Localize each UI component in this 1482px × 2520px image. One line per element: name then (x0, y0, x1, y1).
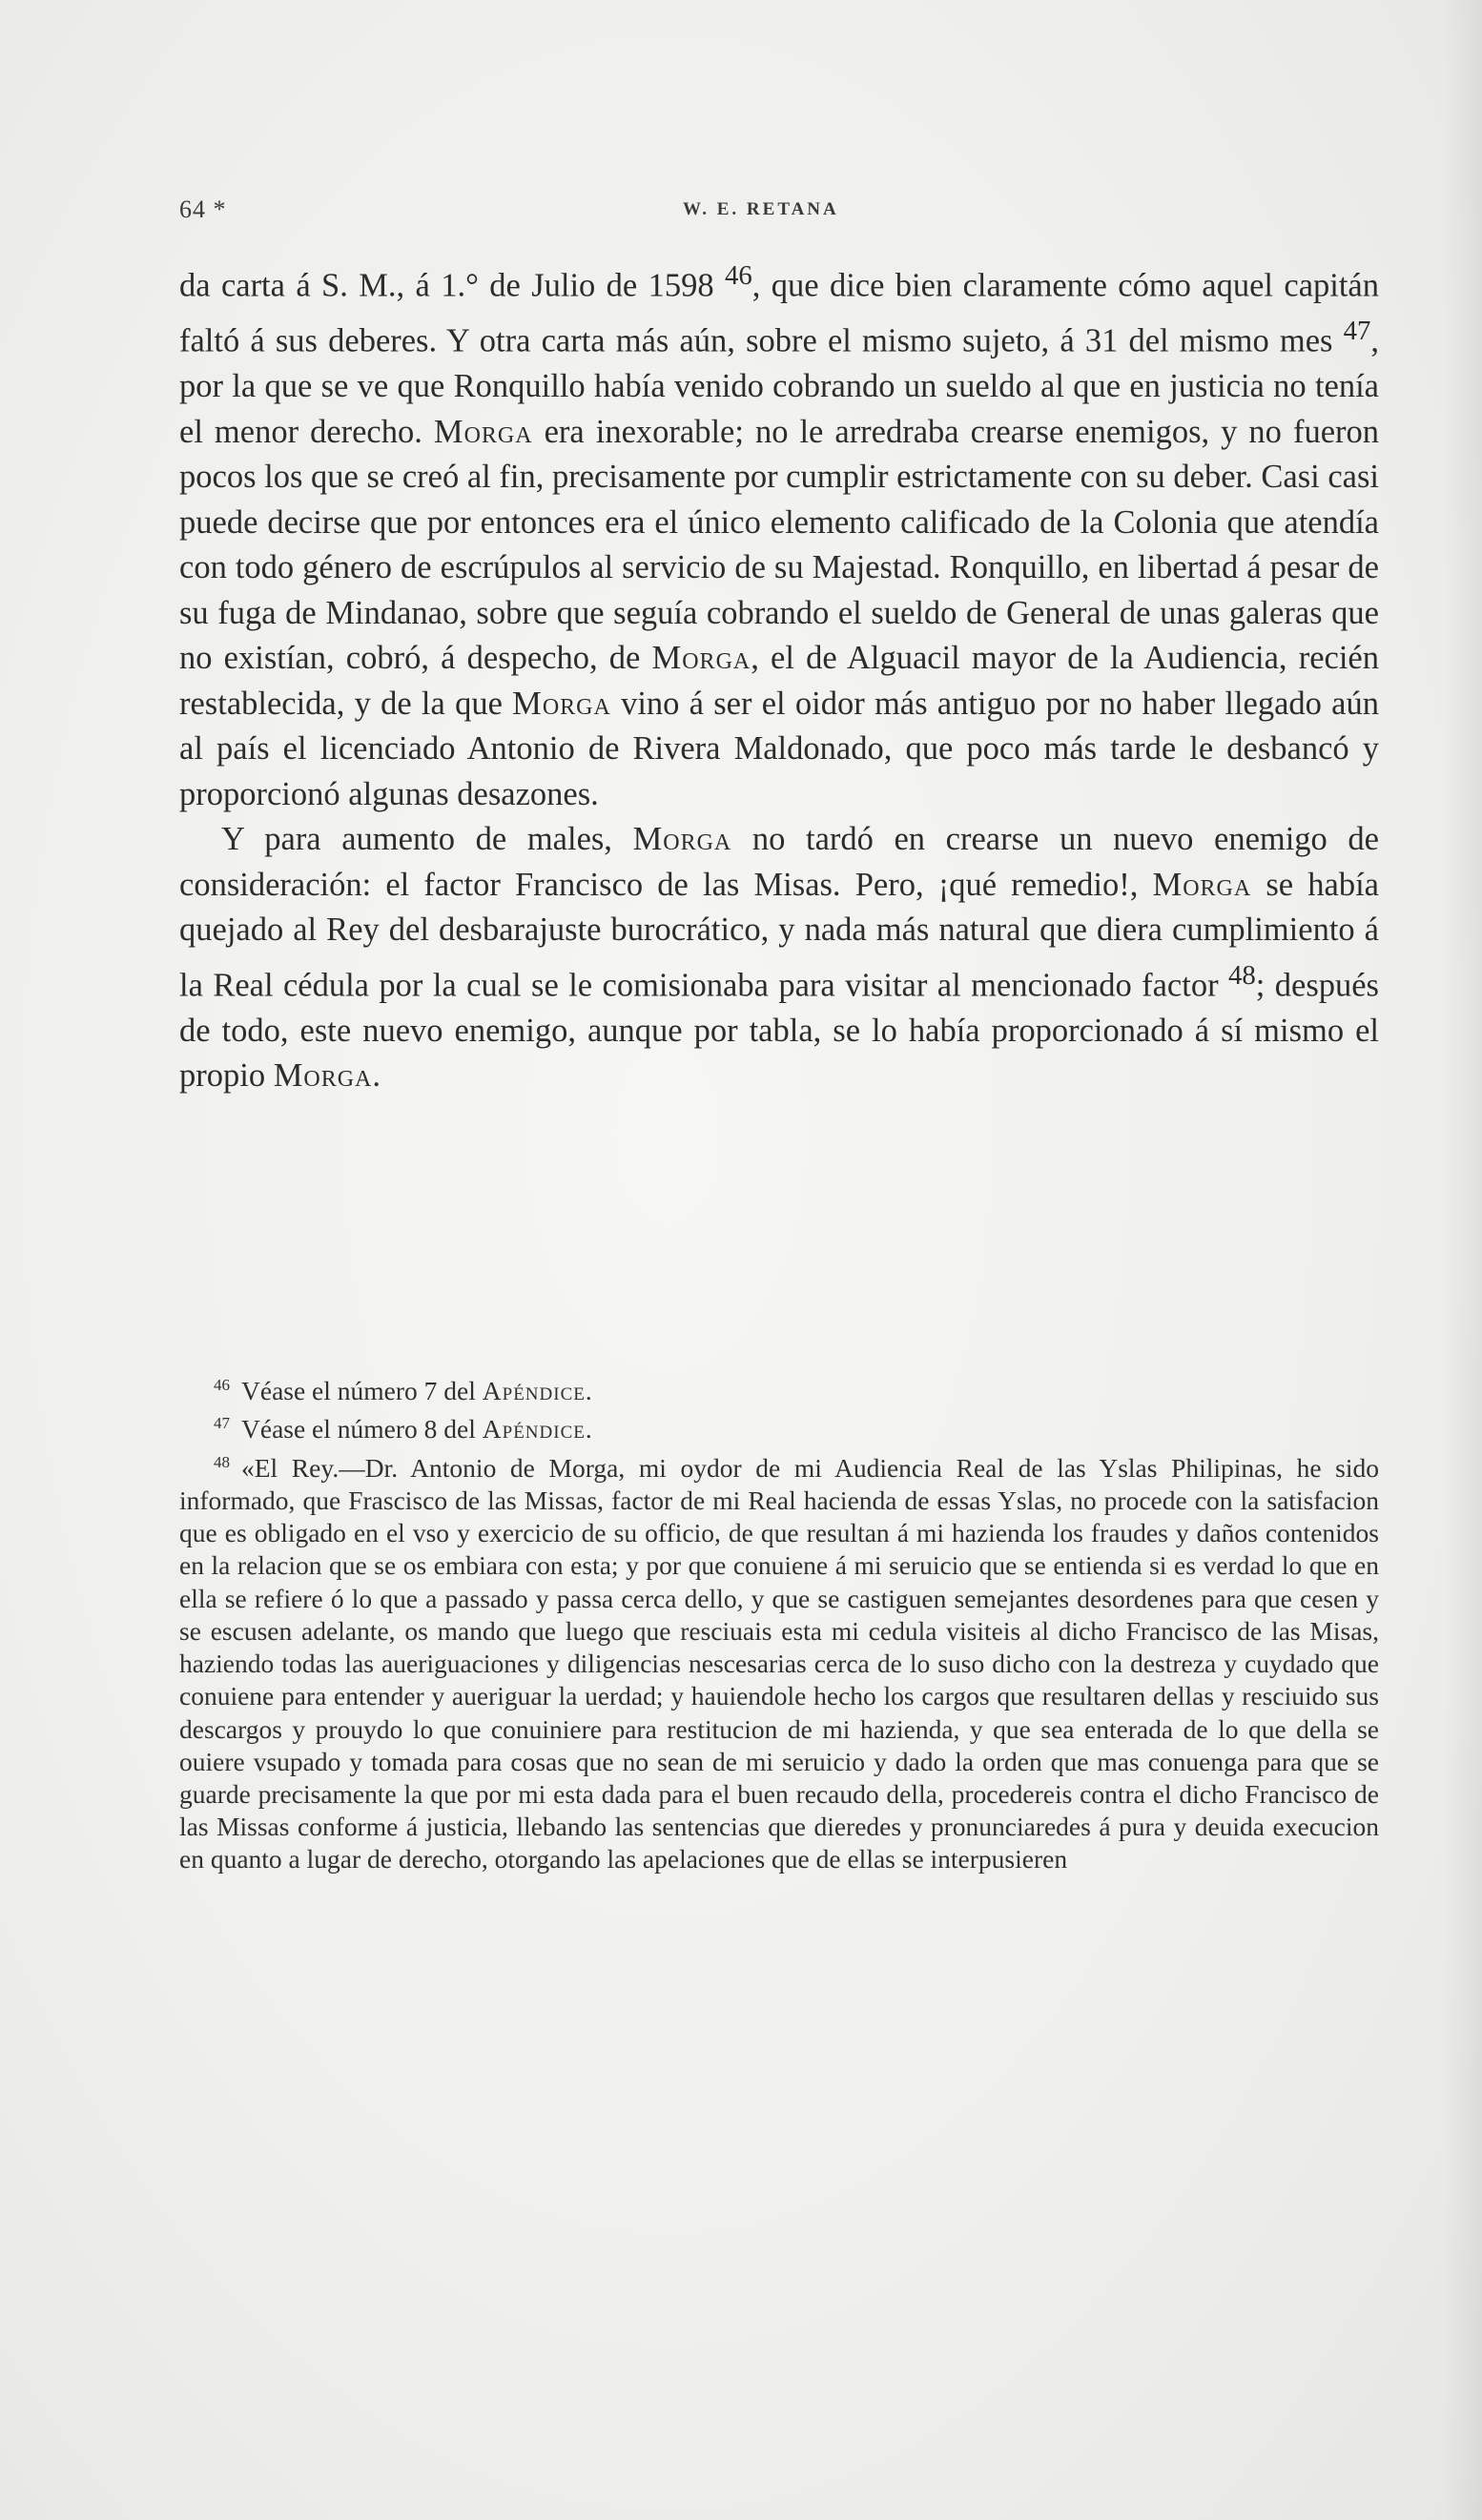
text-run: , el de Alguacil mayor de la Audiencia, recién restablecida, y de la que (179, 640, 1379, 722)
footnote-ref-46: 46 (725, 260, 752, 291)
name-morga: Morga (632, 821, 732, 857)
main-text (179, 254, 1379, 1099)
name-morga: Morga (512, 685, 611, 722)
footnote-text: . (585, 1376, 592, 1406)
text-run: no tardó en crearse un nuevo enemigo de consideración: el factor Francisco de las Misas. Pero, ¡qué remedio!, (179, 821, 1379, 903)
paragraph-2 (179, 817, 1379, 1099)
footnote-48 (179, 1446, 1379, 1876)
name-morga: Morga (651, 640, 751, 676)
footnote-ref-47: 47 (1343, 316, 1371, 346)
footnote-46 (179, 1369, 1379, 1407)
appendix-ref: Apéndice (482, 1414, 586, 1444)
footnote-text: Véase el número 8 del (241, 1414, 483, 1444)
text-run: da carta á S. M., á 1.° de Julio de 1598 (179, 267, 726, 304)
page-number: 64 * (179, 195, 227, 223)
text-run: . (372, 1057, 381, 1094)
text-run: Y para aumento de males, (221, 821, 633, 857)
text-run: , por la que se ve que Ronquillo había venido cobrando un sueldo al que en justicia no tenía el menor derecho. (179, 322, 1379, 450)
appendix-ref: Apéndice (482, 1376, 586, 1406)
footnote-number: 48 (214, 1452, 230, 1471)
footnote-47 (179, 1407, 1379, 1445)
footnote-text: «El Rey.—Dr. Antonio de Morga, mi oydor de mi Audiencia Real de las Yslas Philipinas, he sido informado, que Frascisco de las Missas, factor de mi Real hacienda de essas Yslas, no procede con la satisfacion que es obligado en el vso y exercicio de su officio, de que resultan á mi hazienda los fraudes y daños contenidos en la relacion que se os embiara con esta; y por que conuiene á mi seruicio que se entienda si es verdad lo que en ella se refiere ó lo que a passado y passa cerca dello, y que se castiguen semejantes desordenes para que cesen y se escusen adelante, os mando que luego que resciuais esta mi cedula visiteis al dicho Francisco de las Misas, haziendo todas las aueriguaciones y diligencias nescesarias cerca de lo suso dicho con la destreza y cuydado que conuiene para entender y aueriguar la uerdad; y hauiendole hecho los cargos que resultaren dellas y resciuido sus descargos y prouydo lo que conuiniere para restitucion de mi hazienda, y que sea enterada de lo que della se ouiere vsupado y tomada para cosas que no sean de mi seruicio y dado la orden que mas conuenga para que se guarde precisamente la que por mi esta dada para el buen recaudo della, procedereis contra el dicho Francisco de las Missas conforme á justicia, llebando las sentencias que dieredes y pronunciaredes á pura y deuida execucion en quanto a lugar de derecho, otorgando las apelaciones que de ellas se interpusieren (179, 1452, 1379, 1875)
footnote-number: 47 (214, 1414, 230, 1433)
footnote-number: 46 (214, 1376, 230, 1394)
text-run: se había quejado al Rey del desbarajuste burocrático, y nada más natural que diera cumplimiento á la Real cédula por la cual se le comisionaba para visitar al mencionado factor (179, 866, 1379, 1003)
page-edge-shadow (1444, 0, 1482, 2520)
name-morga: Morga (1152, 866, 1252, 903)
name-morga: Morga (433, 413, 533, 450)
text-run: vino á ser el oidor más antiguo por no haber llegado aún al país el licenciado Antonio de Rivera Maldonado, que poco más tarde le desbancó y proporcionó algunas desazones. (179, 685, 1379, 812)
running-head (179, 195, 1371, 234)
footnote-ref-48: 48 (1228, 959, 1256, 991)
footnotes (179, 1369, 1379, 1876)
text-run: era inexorable; no le arredraba crearse enemigos, y no fueron pocos los que se creó al fin, precisamente por cumplir estrictamente con su deber. Casi casi puede decirse que por entonces era el único elemento calificado de la Colonia que atendía con todo género de escrúpulos al servicio de su Majestad. Ronquillo, en libertad á pesar de su fuga de Mindanao, sobre que seguía cobrando el sueldo de General de unas galeras que no existían, cobró, á despecho, de (179, 413, 1379, 676)
text-run: ; después de todo, este nuevo enemigo, aunque por tabla, se lo había proporcionado á sí mismo el propio (179, 967, 1379, 1094)
paragraph-1 (179, 254, 1379, 817)
footnote-text: . (585, 1414, 592, 1444)
running-title: W. E. RETANA (683, 199, 839, 219)
name-morga: Morga (273, 1057, 373, 1094)
footnote-text: Véase el número 7 del (241, 1376, 483, 1406)
text-run: , que dice bien claramente cómo aquel capitán faltó á sus deberes. Y otra carta más aún, sobre el mismo sujeto, á 31 del mismo mes (179, 267, 1379, 359)
